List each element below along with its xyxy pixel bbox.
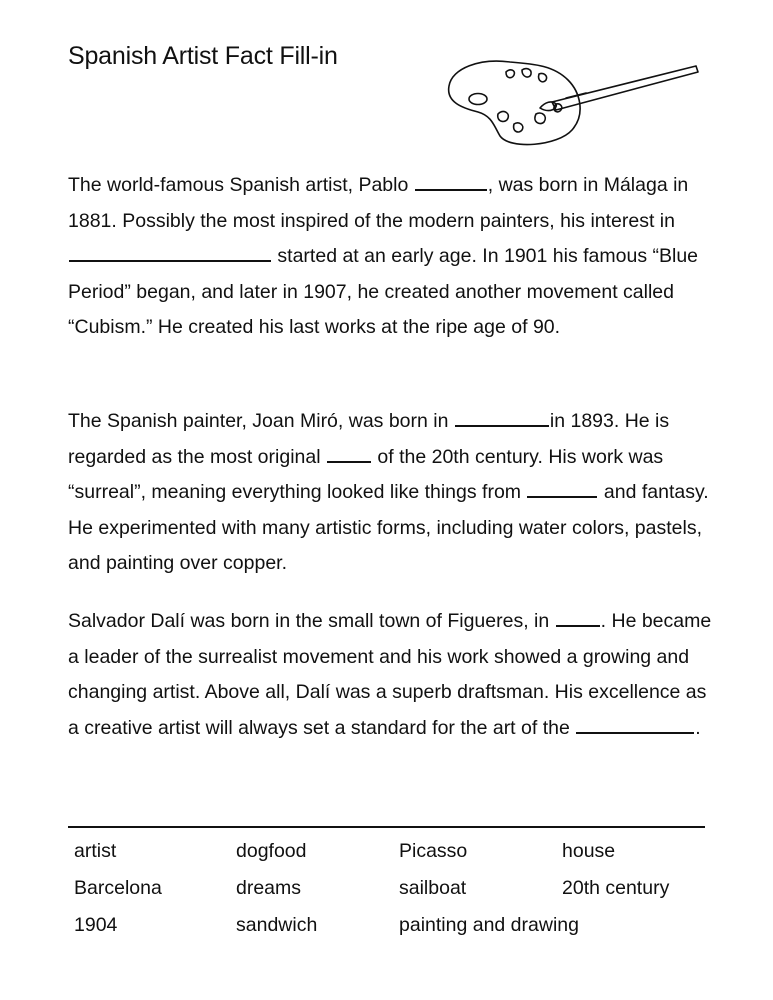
word-bank-item: house [562,840,616,862]
paragraph-text: in 1893. He is regarded as the most original [68,410,670,468]
answer-blank[interactable] [415,171,487,191]
worksheet-title: Spanish Artist Fact Fill-in [68,42,338,70]
paragraph-text: . He became a leader of the surrealist movement and his work showed a growing and changing artist. Above all, Dalí was a superb draftsman. His excellence as a creative artist will always set a standard for the art of the [68,610,712,739]
answer-blank[interactable] [527,478,597,498]
word-bank [74,840,714,951]
paragraph-text: Salvador Dalí was born in the small town of Figueres, in [68,610,550,632]
paragraph-text: started at an early age. In 1901 his famous “Blue Period” began, and later in 1907, he created another movement called “Cubism.” He created his last works at the ripe age of 90. [68,245,699,338]
answer-blank[interactable] [576,714,694,734]
paragraph-picasso [68,168,718,346]
answer-blank[interactable] [556,607,600,627]
paragraph-miro [68,404,718,582]
word-bank-item: Picasso [399,840,468,862]
word-bank-item: 20th century [562,877,670,899]
word-bank-item: dreams [236,877,302,899]
answer-blank[interactable] [69,242,271,262]
word-bank-item: artist [74,840,117,862]
paint-palette-icon [440,54,705,149]
word-bank-item: painting and drawing [399,914,579,936]
paragraph-text: and fantasy. He experimented with many artistic forms, including water colors, pastels, and painting over copper. [68,481,709,574]
word-bank-item: sailboat [399,877,467,899]
answer-blank[interactable] [455,407,549,427]
divider [68,826,705,828]
word-bank-item: 1904 [74,914,118,936]
answer-blank[interactable] [327,443,371,463]
paragraph-text: , was born in Málaga in 1881. Possibly the most inspired of the modern painters, his interest in [68,174,689,232]
paragraph-text: The world-famous Spanish artist, Pablo [68,174,409,196]
paragraph-text: . [695,716,701,739]
word-bank-item: sandwich [236,914,318,936]
word-bank-item: dogfood [236,840,307,862]
paragraph-text: of the 20th century. His work was “surreal”, meaning everything looked like things from [68,445,664,503]
paragraph-text: The Spanish painter, Joan Miró, was born in [68,410,449,432]
paragraph-dali [68,604,718,746]
word-bank-item: Barcelona [74,877,162,899]
